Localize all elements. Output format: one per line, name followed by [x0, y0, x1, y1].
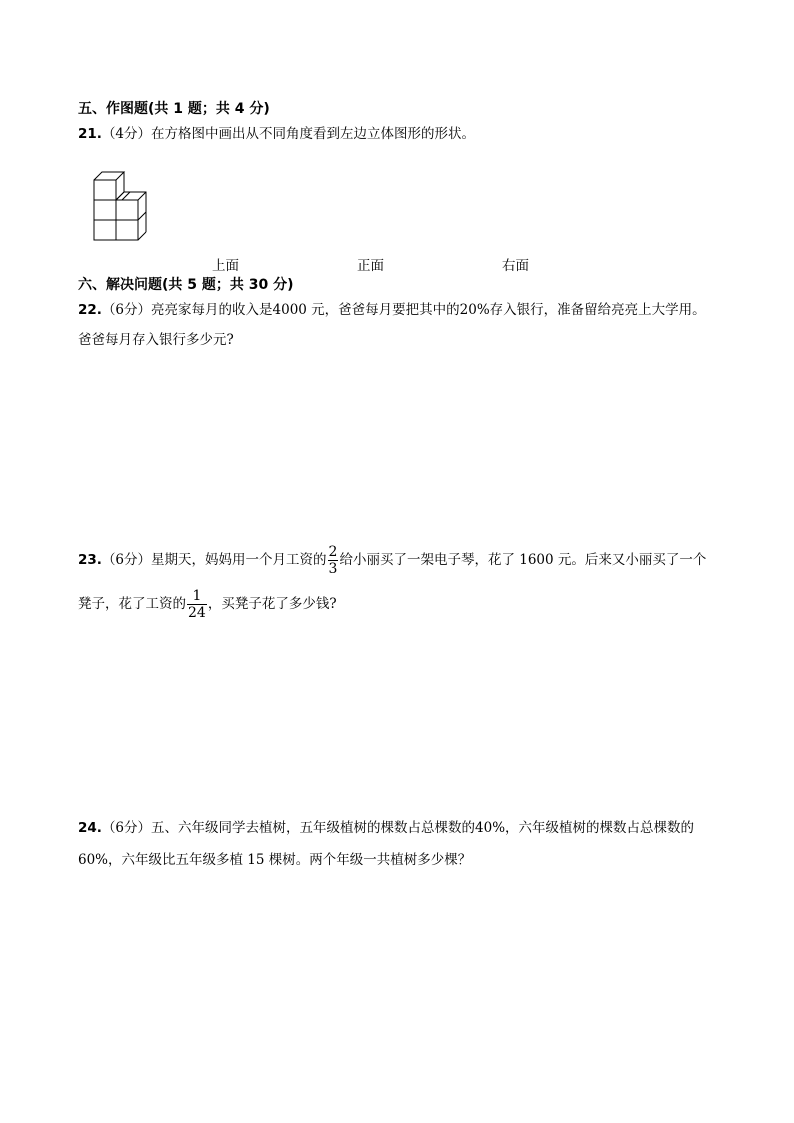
question-23-score: （6分） [101, 552, 152, 568]
fraction-2-numerator: 1 [187, 588, 207, 605]
question-23-line-2 [78, 588, 337, 621]
question-21: 21.（4分）在方格图中画出从不同角度看到左边立体图形的形状。 [78, 126, 476, 142]
cube-figure [90, 168, 154, 244]
section-5-heading: 五、作图题(共 1 题；共 4 分) [78, 101, 270, 117]
label-front-view: 正面 [357, 258, 384, 274]
fraction-1-numerator: 2 [328, 544, 338, 560]
label-top-view: 上面 [212, 258, 239, 274]
question-23-text-2a: 凳子，花了工资的 [78, 596, 186, 612]
section-6-heading: 六、解决问题(共 5 题；共 30 分) [78, 277, 294, 293]
question-22-line-2: 爸爸每月存入银行多少元? [78, 332, 234, 348]
fraction-one-twenty-fourth [187, 588, 207, 621]
question-24-number: 24 [78, 820, 97, 836]
question-24-line-2: 60%，六年级比五年级多植 15 棵树。两个年级一共植树多少棵？ [78, 852, 472, 868]
question-23-text-2b: ，买凳子花了多少钱? [207, 596, 337, 612]
question-21-score: （4分） [101, 126, 152, 142]
fraction-1-denominator: 3 [328, 561, 338, 577]
label-right-view: 右面 [502, 258, 529, 274]
question-23-text-1a: 星期天，妈妈用一个月工资的 [151, 552, 327, 568]
question-22-line-1: 22.（6分）亮亮家每月的收入是4000 元，爸爸每月要把其中的20%存入银行，准备留给亮亮上大学用。 [78, 302, 706, 318]
question-23-text-1b: 给小丽买了一架电子琴，花了 1600 元。后来又小丽买了一个 [339, 552, 707, 568]
question-22-score: （6分） [101, 302, 152, 318]
question-24-line-1: 24.（6分）五、六年级同学去植树，五年级植树的棵数占总棵数的40%，六年级植树的棵数占总棵数的 [78, 820, 695, 836]
fraction-2-denominator: 24 [188, 605, 206, 621]
question-21-text: 在方格图中画出从不同角度看到左边立体图形的形状。 [151, 126, 476, 142]
question-24-score: （6分） [101, 820, 152, 836]
question-24-text-1: 五、六年级同学去植树，五年级植树的棵数占总棵数的40%，六年级植树的棵数占总棵数的 [151, 820, 695, 836]
question-22-number: 22 [78, 302, 97, 318]
question-22-text-1: 亮亮家每月的收入是4000 元，爸爸每月要把其中的20%存入银行，准备留给亮亮上大学用。 [151, 302, 706, 318]
fraction-two-thirds [328, 544, 339, 577]
question-23-number: 23 [78, 552, 97, 568]
question-21-number: 21 [78, 126, 97, 142]
question-23-line-1: 23.（6分）星期天，妈妈用一个月工资的 $\frac{2}{3}$ 给小丽买了一架电子琴，花了 1600 元。后来又小丽买了一个 [78, 544, 707, 577]
